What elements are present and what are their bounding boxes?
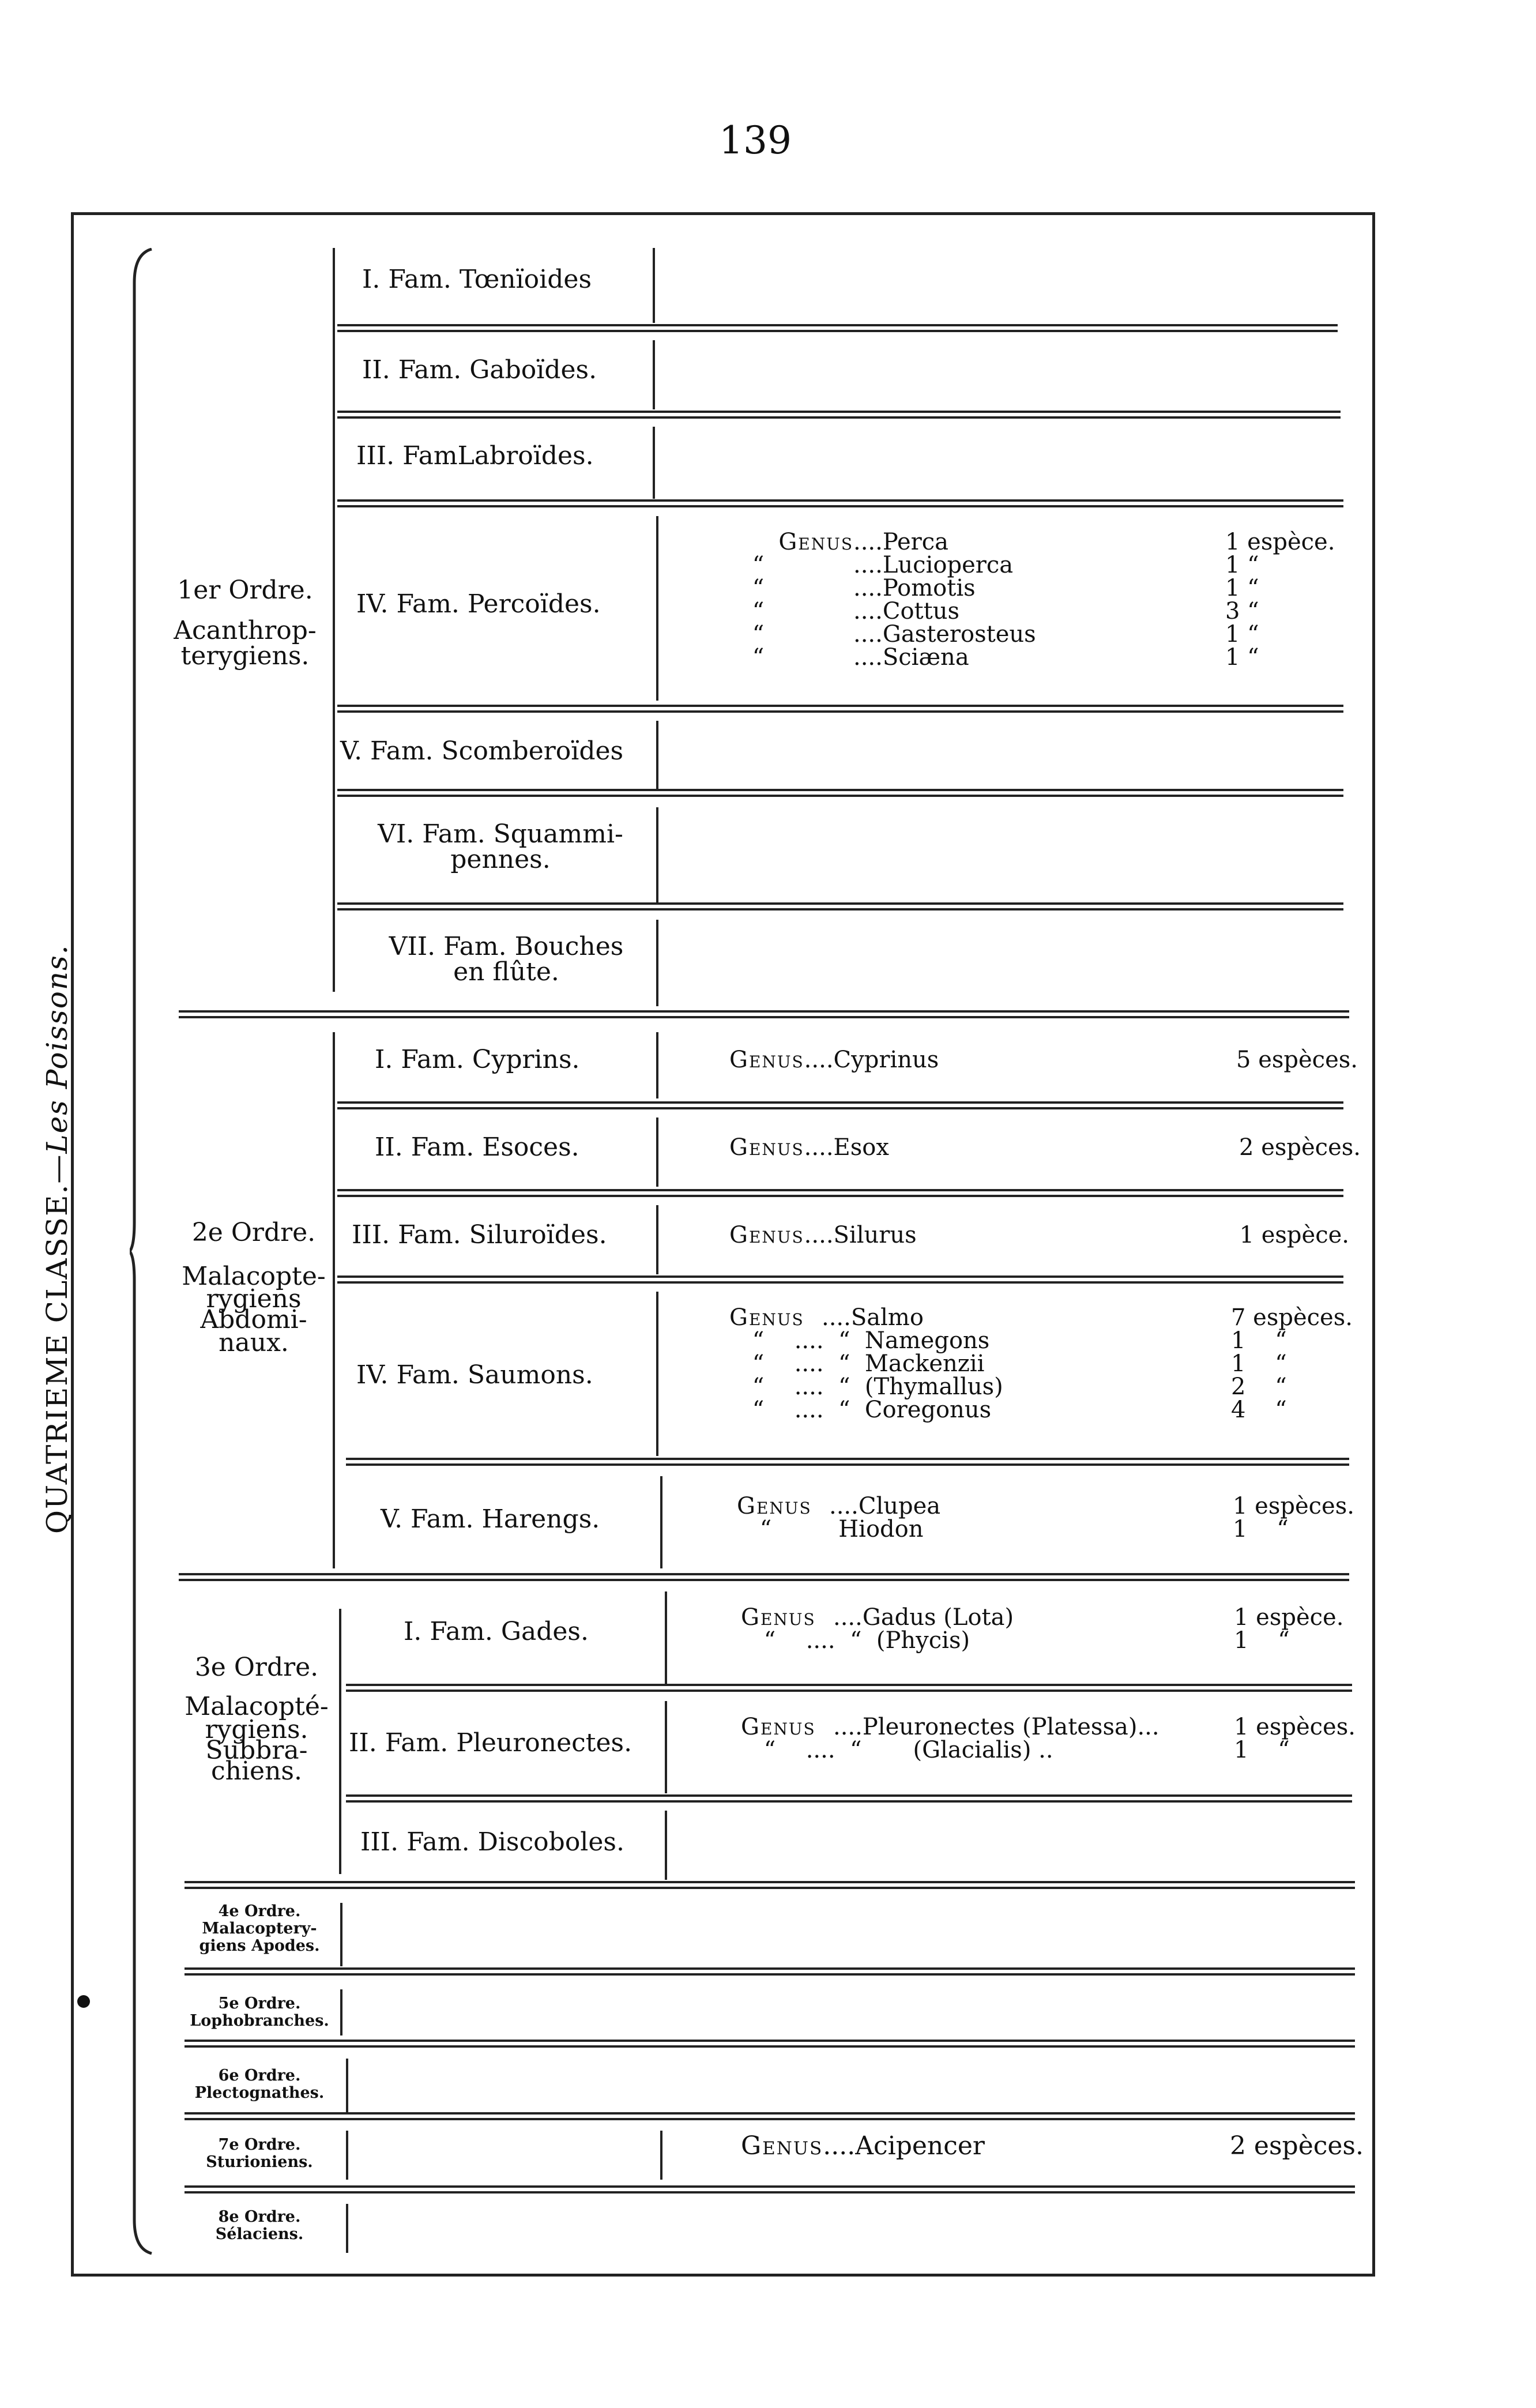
genus-word: Genus xyxy=(737,1493,812,1519)
row-separator xyxy=(346,1794,1352,1803)
order-label-line: 7e Ordre. xyxy=(218,2136,301,2154)
species-count: 1 “ xyxy=(1234,1627,1290,1654)
side-title xyxy=(40,944,86,1534)
genus-row xyxy=(726,646,1349,669)
order-label-line: 5e Ordre. xyxy=(218,1995,301,2012)
species-count: 1 espèce. xyxy=(1234,1604,1344,1631)
family-divider xyxy=(656,721,658,789)
family-divider xyxy=(656,1292,658,1456)
family-name-line: VI. Fam. Squammi- xyxy=(378,819,623,849)
order-label-line: Plectognathes. xyxy=(194,2084,325,2102)
genus-row xyxy=(741,1715,1361,1739)
genus-name: .... “ (Thymallus) xyxy=(787,1374,1003,1400)
order-label-line: Acanthrop- xyxy=(174,616,317,645)
genus-word: “ xyxy=(752,575,765,601)
row-separator xyxy=(337,324,1338,332)
family-divider xyxy=(660,1476,662,1568)
species-count: 7 espèces. xyxy=(1231,1304,1353,1331)
genus-word: “ xyxy=(752,644,765,671)
family-name: I. Fam. Tœnïoides xyxy=(362,265,592,294)
genus-row xyxy=(726,600,1349,623)
family-name: III. Fam. Siluroïdes. xyxy=(352,1220,607,1250)
species-count: 1 “ xyxy=(1225,552,1259,578)
genus-word: Genus xyxy=(729,1222,804,1248)
family-name-line: en flûte. xyxy=(453,957,559,987)
order-label-line: rygiens. xyxy=(205,1715,308,1744)
genus-name: ....Esox xyxy=(804,1134,889,1161)
row-separator xyxy=(337,902,1343,910)
genus-word: “ xyxy=(752,552,765,578)
row-separator xyxy=(337,499,1343,507)
genus-row xyxy=(729,1352,1352,1375)
order-label-line: Malacoptery- xyxy=(202,1920,317,1937)
genus-name: ....Clupea xyxy=(829,1493,941,1519)
species-count: 1 “ xyxy=(1225,621,1259,648)
family-name: IV. Fam. Percoïdes. xyxy=(356,589,601,619)
order-label-line: Lophobranches. xyxy=(190,2012,329,2030)
genus-row xyxy=(729,1306,1352,1329)
genus-list xyxy=(737,1495,1360,1541)
family-name: V. Fam. Scomberoïdes xyxy=(340,736,624,766)
order-8-label xyxy=(185,2208,334,2243)
genus-row xyxy=(729,1136,1361,1159)
side-title-main: QUATRIEME CLASSE.— xyxy=(40,1153,74,1534)
genus-name: ....Gasterosteus xyxy=(853,621,1036,648)
species-count: 2 “ xyxy=(1231,1374,1287,1400)
genus-name: ....Gadus (Lota) xyxy=(833,1604,1014,1631)
genus-name: ....Salmo xyxy=(822,1304,924,1331)
order-separator xyxy=(185,1881,1355,1889)
family-divider xyxy=(656,807,658,902)
order-3-label xyxy=(173,1653,340,1786)
genus-name: .... “ Namegons xyxy=(787,1327,990,1354)
species-count: 1 espèce. xyxy=(1225,529,1335,555)
row-separator xyxy=(337,1276,1343,1284)
genus-row xyxy=(737,1518,1360,1541)
family-divider xyxy=(653,340,655,409)
genus-name: .... “ Coregonus xyxy=(787,1397,992,1423)
order-label-line: giens Apodes. xyxy=(199,1937,320,1955)
family-name: III. FamLabroïdes. xyxy=(356,441,594,471)
species-count: 2 espèces. xyxy=(1229,2131,1364,2161)
order-label-line: Sélaciens. xyxy=(215,2225,304,2243)
order-1-label xyxy=(159,575,332,671)
genus-word: Genus xyxy=(729,1304,804,1331)
row-separator xyxy=(346,1684,1352,1692)
order-label-line: 3e Ordre. xyxy=(194,1653,319,1682)
genus-word: Genus xyxy=(729,1047,804,1073)
family-divider xyxy=(665,1811,667,1880)
genus-row xyxy=(726,554,1349,577)
family-divider xyxy=(660,2131,662,2180)
genus-word: “ xyxy=(752,1350,765,1377)
genus-row xyxy=(729,1048,1358,1071)
row-separator xyxy=(337,789,1343,797)
genus-name: ....Cyprinus xyxy=(804,1047,939,1073)
species-count: 3 “ xyxy=(1225,598,1259,624)
genus-name: .... “ Mackenzii xyxy=(787,1350,985,1377)
genus-word: “ xyxy=(752,1327,765,1354)
row-separator xyxy=(337,705,1343,713)
genus-row xyxy=(729,1224,1349,1247)
genus-word: “ xyxy=(763,1737,776,1763)
family-divider xyxy=(665,1701,667,1793)
row-separator xyxy=(337,1189,1343,1197)
genus-name: Hiodon xyxy=(795,1516,924,1542)
genus-row xyxy=(726,577,1349,600)
order-label-line: chiens. xyxy=(211,1756,302,1786)
genus-word: “ xyxy=(752,598,765,624)
order-label-line: 2e Ordre. xyxy=(191,1218,316,1247)
order-divider xyxy=(346,2131,348,2180)
order-3-divider xyxy=(339,1609,341,1874)
genus-list xyxy=(726,530,1349,669)
family-name xyxy=(356,934,656,985)
family-name: V. Fam. Harengs. xyxy=(381,1504,600,1534)
genus-list xyxy=(729,1306,1352,1421)
order-4-label xyxy=(185,1903,334,1955)
family-divider xyxy=(653,248,655,323)
genus-name: .... “ (Phycis) xyxy=(799,1627,970,1654)
order-separator xyxy=(179,1010,1349,1018)
order-separator xyxy=(185,2185,1355,2193)
genus-name: ....Cottus xyxy=(853,598,959,624)
genus-name: .... “ (Glacialis) .. xyxy=(799,1737,1053,1763)
genus-word: “ xyxy=(752,621,765,648)
order-label-line: Sturioniens. xyxy=(206,2153,313,2171)
family-name-line: pennes. xyxy=(450,845,551,874)
family-divider xyxy=(656,1205,658,1274)
species-count: 2 espèces. xyxy=(1239,1134,1361,1161)
species-count: 1 “ xyxy=(1231,1350,1287,1377)
order-separator xyxy=(179,1573,1349,1581)
genus-name: ....Pomotis xyxy=(853,575,976,601)
family-divider xyxy=(656,516,658,701)
order-divider xyxy=(346,2204,348,2253)
genus-name: ....Sciæna xyxy=(853,644,969,671)
species-count: 1 “ xyxy=(1231,1327,1287,1354)
genus-word: “ xyxy=(763,1627,776,1654)
side-title-italic: Les Poissons. xyxy=(40,944,74,1154)
order-7-label xyxy=(185,2136,334,2171)
order-label-line: Malacopté- xyxy=(185,1692,329,1721)
order-divider xyxy=(340,1903,342,1966)
family-name: II. Fam. Gaboïdes. xyxy=(362,355,597,385)
order-2-divider xyxy=(333,1032,335,1568)
family-divider xyxy=(656,1032,658,1098)
margin-dot xyxy=(77,1995,90,2008)
order-1-divider xyxy=(333,248,335,992)
genus-row xyxy=(741,1606,1358,1629)
species-count: 4 “ xyxy=(1231,1397,1287,1423)
row-separator xyxy=(337,411,1341,419)
order-label-line: 8e Ordre. xyxy=(218,2208,301,2226)
species-count: 5 espèces. xyxy=(1236,1047,1358,1073)
genus-word: Genus xyxy=(741,2131,823,2161)
order-label-line: rygiens xyxy=(206,1284,302,1314)
order-separator xyxy=(185,2112,1355,2120)
family-name xyxy=(356,819,645,874)
species-count: 1 “ xyxy=(1225,575,1259,601)
order-divider xyxy=(340,1989,342,2035)
family-name: III. Fam. Discoboles. xyxy=(360,1827,624,1857)
genus-word: Genus xyxy=(778,529,853,555)
row-separator xyxy=(346,1458,1349,1466)
family-divider xyxy=(653,427,655,499)
row-separator xyxy=(337,1101,1343,1109)
species-count: 1 espèce. xyxy=(1239,1222,1349,1248)
order-label-line: Subbra- xyxy=(205,1736,308,1765)
family-name: I. Fam. Cyprins. xyxy=(375,1045,580,1074)
family-divider xyxy=(665,1591,667,1684)
order-label-line: Malacopte- xyxy=(182,1262,326,1291)
genus-row xyxy=(729,1329,1352,1352)
order-label-line: 6e Ordre. xyxy=(218,2067,301,2085)
genus-word: Genus xyxy=(729,1134,804,1161)
genus-row xyxy=(726,623,1349,646)
order-label-line: naux. xyxy=(219,1328,289,1357)
order-5-label xyxy=(185,1995,334,2030)
family-name: I. Fam. Gades. xyxy=(404,1617,589,1646)
genus-row xyxy=(729,1398,1352,1421)
genus-word: Genus xyxy=(741,1604,816,1631)
genus-name: ....Lucioperca xyxy=(853,552,1014,578)
species-count: 1 “ xyxy=(1234,1737,1290,1763)
genus-name: ....Pleuronectes (Platessa)... xyxy=(833,1714,1159,1740)
genus-list xyxy=(741,1715,1361,1762)
genus-row xyxy=(729,1375,1352,1398)
class-brace xyxy=(130,248,153,2255)
order-label-line: Abdomi- xyxy=(200,1305,307,1334)
species-count: 1 “ xyxy=(1225,644,1259,671)
family-name: II. Fam. Pleuronectes. xyxy=(349,1728,633,1758)
genus-row xyxy=(737,1495,1360,1518)
order-label-line: terygiens. xyxy=(180,641,310,671)
genus-row xyxy=(741,1739,1361,1762)
family-name: IV. Fam. Saumons. xyxy=(356,1360,593,1390)
genus-word: “ xyxy=(752,1397,765,1423)
genus-row xyxy=(741,2131,1364,2161)
order-6-label xyxy=(185,2067,334,2102)
order-label-line: 1er Ordre. xyxy=(177,575,313,605)
genus-row xyxy=(741,1629,1358,1652)
species-count: 1 espèces. xyxy=(1234,1714,1356,1740)
order-divider xyxy=(346,2059,348,2113)
order-separator xyxy=(185,2040,1355,2048)
genus-word: “ xyxy=(759,1516,772,1542)
order-separator xyxy=(185,1967,1355,1976)
genus-name: ....Perca xyxy=(853,529,949,555)
page-number: 139 xyxy=(719,118,792,163)
genus-word: “ xyxy=(752,1374,765,1400)
genus-name: ....Silurus xyxy=(804,1222,917,1248)
order-2-label xyxy=(167,1218,340,1357)
family-name-line: VII. Fam. Bouches xyxy=(389,932,624,961)
family-name: II. Fam. Esoces. xyxy=(375,1132,579,1162)
genus-word: Genus xyxy=(741,1714,816,1740)
genus-name: ....Acipencer xyxy=(823,2131,985,2161)
family-divider xyxy=(656,1118,658,1187)
genus-row xyxy=(726,530,1349,554)
family-divider xyxy=(656,920,658,1006)
order-label-line: 4e Ordre. xyxy=(218,1902,301,1920)
genus-list xyxy=(741,1606,1358,1652)
species-count: 1 espèces. xyxy=(1233,1493,1354,1519)
species-count: 1 “ xyxy=(1233,1516,1289,1542)
